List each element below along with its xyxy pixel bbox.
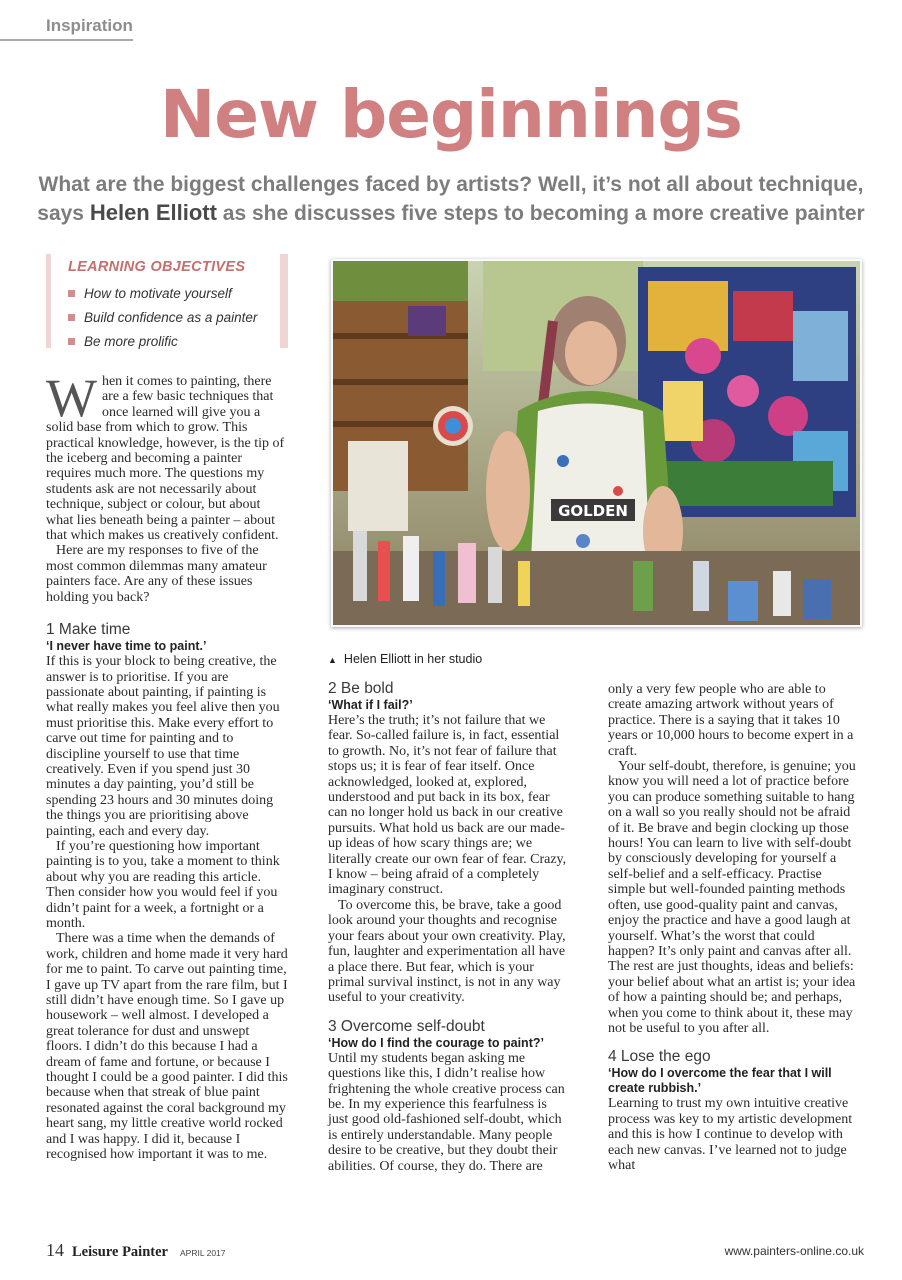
section-3-paragraph: Your self-doubt, therefore, is genuine; you know you will need a lot of practice before you can produce something suitable to hang on a wall so you really should not be afraid of it. Be brave and begin clocking up those hours! You can learn to live with self-doubt by consciously developing for yourself a self-belief and a self-efficacy. Practise simple but well-founded painting methods often, use good-quality paint and canvas, enjoy the practice and have a good laugh at yourself. What’s the worst that could happen? It’s only paint and canvas after all. The rest are just thoughts, ideas and beliefs: your belief about what an artist is; your idea of how a painting should be; and perhaps, when you come to think about it, these may not be useful to you after all.	[608, 759, 856, 1036]
magazine-logo: Leisure Painter	[72, 1244, 168, 1260]
intro-paragraph: When it comes to painting, there are a few basic techniques that once learned will give you a solid base from which to grow. This practical knowledge, however, is the tip of the iceberg and becoming a painter requires much more. The questions my students ask are not necessarily about technique, subject or colour, but about what lies beneath being a painter – about that which makes us creatively confident.	[46, 368, 285, 544]
objective-text: How to motivate yourself	[84, 285, 232, 301]
section-1-paragraph: There was a time when the demands of work, children and home made it very hard for me to paint. To carve out painting time, I gave up TV apart from the rare film, but I still didn’t have enough time. So I gave up housework – well almost. I developed a great tolerance for dust and unswept floors. I didn’t do this because I had a dream of fame and fortune, or because I thought I could be a good painter. I did this because when that streak of blue paint resonated against the coral background my heart sang, my little creative world rocked and I was happy. I did it, because I recognised how important it was to me.	[46, 931, 288, 1163]
section-2-paragraph: To overcome this, be brave, take a good look around your thoughts and recognise your fears about your own creativity. Play, fun, laughter and experimentation all have a place there. But fear, which is your primal survival instinct, is not in any way useful to your creativity.	[328, 897, 566, 1006]
objective-text: Build confidence as a painter	[84, 309, 258, 325]
section-tag	[0, 14, 133, 41]
studio-photo	[331, 259, 862, 627]
section-1-heading: 1 Make time	[46, 621, 131, 639]
objectives-title: LEARNING OBJECTIVES	[68, 259, 246, 275]
objectives-list	[68, 281, 280, 353]
column-3	[608, 682, 858, 1173]
section-label: Inspiration	[46, 16, 133, 35]
column-1	[46, 368, 288, 1163]
section-3-paragraph: Until my students began asking me questions like this, I didn’t realise how frightening the whole creative process can be. In my experience this fearfulness is just good old-fashioned self-doubt, which is entirely understandable. Many people desire to be creative, but they doubt their abilities. Of course, they do. There are	[328, 1050, 565, 1174]
apron-logo-text: GOLDEN	[558, 502, 628, 520]
standfirst	[30, 171, 872, 228]
issue-date: APRIL 2017	[179, 1248, 226, 1258]
column-2	[328, 680, 568, 1174]
section-3-heading: 3 Overcome self-doubt	[328, 1017, 485, 1035]
studio-photo-illustration	[333, 261, 860, 625]
objective-item	[68, 329, 280, 353]
standfirst-text-1: What are the biggest challenges faced by artists? Well, it’s not all about technique, says	[37, 173, 864, 225]
caption-text: Helen Elliott in her studio	[343, 652, 483, 666]
section-1-paragraph: If this is your block to being creative, the answer is to prioritise. If you are passionate about painting, if painting is what really makes you feel alive then you must prioritise this. Make every effort to carve out time for painting and to discipline yourself to use that time creatively. Even if you spend just 30 minutes a day painting, you’d still be spending 23 hours and 30 minutes doing the things you are prioritising above painting, each and every day.	[46, 654, 280, 839]
author-name: Helen Elliott	[89, 200, 217, 225]
objective-text: Be more prolific	[84, 333, 178, 349]
section-4-question: ‘How do I overcome the fear that I will create rubbish.’	[608, 1066, 832, 1096]
objective-item	[68, 305, 280, 329]
dropcap: W	[46, 368, 97, 428]
square-bullet-icon	[68, 314, 75, 321]
website-url: www.painters-online.co.uk	[724, 1244, 864, 1258]
objective-item	[68, 281, 280, 305]
section-2-question: ‘What if I fail?’	[328, 698, 413, 712]
section-3-question: ‘How do I find the courage to paint?’	[328, 1035, 544, 1050]
headline: New beginnings	[160, 76, 742, 153]
section-2-heading: 2 Be bold	[328, 680, 394, 697]
caption-triangle-icon: ▲	[328, 655, 337, 665]
section-3-paragraph-cont: only a very few people who are able to create amazing artwork without years of practice. There is a saying that it takes 10 years or 10,000 hours to become expert in a craft.	[608, 682, 854, 759]
learning-objectives-box	[46, 254, 288, 348]
section-4-heading: 4 Lose the ego	[608, 1048, 711, 1066]
section-2-paragraph: Here’s the truth; it’s not failure that we fear. So-called failure is, in fact, essential to growth. No, it’s not fear of failure that stops us; it is fear of fear itself. Once acknowledged, looked at, explored, understood and put back in its box, fear can no longer hold us back in our creative pursuits. What hold us back are our made-up ideas of how scary things are; we literally create our own fear of fear. Crazy, I know – being afraid of a completely imaginary construct.	[328, 713, 567, 898]
footer-left	[46, 1240, 226, 1261]
standfirst-text-2: as she discusses five steps to becoming a more creative painter	[216, 202, 865, 225]
section-1-paragraph: If you’re questioning how important painting is to you, take a moment to think about why you are reading this article. Then consider how you would feel if you didn’t paint for a week, a fortnight or a month.	[46, 838, 280, 931]
section-4-paragraph: Learning to trust my own intuitive creative process was key to my artistic development and this is how I continue to develop with each new canvas. I’ve learned not to judge what	[608, 1096, 853, 1173]
intro-paragraph-2: Here are my responses to five of the most common dilemmas many amateur painters face. Are any of these issues holding you back?	[46, 543, 267, 605]
page-number: 14	[46, 1240, 64, 1260]
square-bullet-icon	[68, 338, 75, 345]
square-bullet-icon	[68, 290, 75, 297]
section-1-question: ‘I never have time to paint.’	[46, 639, 207, 654]
photo-caption	[328, 652, 482, 666]
